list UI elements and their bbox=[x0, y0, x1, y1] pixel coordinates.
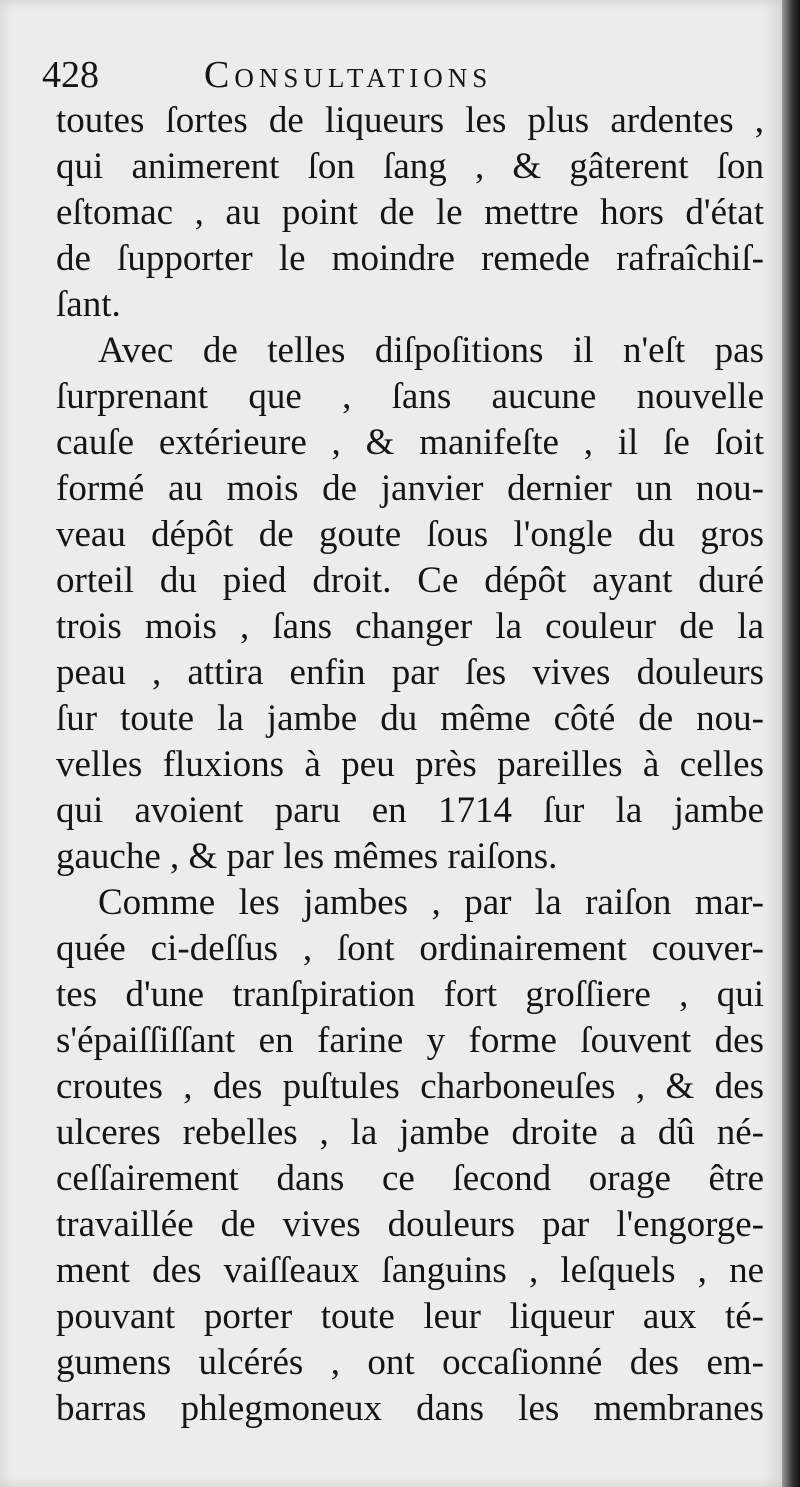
text-line: ment des vaiſſeaux ſanguins , leſquels , ne bbox=[56, 1250, 764, 1291]
text-line: formé au mois de janvier dernier un nou- bbox=[56, 468, 764, 509]
text-line: gumens ulcérés , ont occaſionné des em- bbox=[56, 1342, 764, 1383]
page-number: 428 bbox=[42, 54, 99, 96]
text-line: velles fluxions à peu près pareilles à celles bbox=[56, 744, 764, 785]
text-line: croutes , des puſtules charboneuſes , & des bbox=[56, 1066, 764, 1107]
text-line: Comme les jambes , par la raiſon mar- bbox=[98, 882, 764, 923]
text-line: barras phlegmoneux dans les membranes bbox=[56, 1388, 764, 1429]
text-line: tes d'une tranſpiration fort groſſiere , qui bbox=[56, 974, 764, 1015]
text-line: ſant. bbox=[56, 284, 121, 325]
text-line: cauſe extérieure , & manifeſte , il ſe ſoit bbox=[56, 422, 764, 463]
text-line: qui avoient paru en 1714 ſur la jambe bbox=[56, 790, 764, 831]
text-line: orteil du pied droit. Ce dépôt ayant duré bbox=[56, 560, 764, 601]
text-line: gauche , & par les mêmes raiſons. bbox=[56, 836, 558, 877]
page-header bbox=[42, 52, 602, 102]
text-line: ceſſairement dans ce ſecond orage être bbox=[56, 1158, 764, 1199]
body-text bbox=[56, 98, 764, 1432]
page-edge-shadow bbox=[782, 0, 800, 1487]
text-line: de ſupporter le moindre remede rafraîchiſ- bbox=[56, 238, 764, 279]
text-line: ſurprenant que , ſans aucune nouvelle bbox=[56, 376, 764, 417]
text-line: quée ci-deſſus , ſont ordinairement couver- bbox=[56, 928, 764, 969]
text-line: trois mois , ſans changer la couleur de la bbox=[56, 606, 764, 647]
text-line: Avec de telles diſpoſitions il n'eſt pas bbox=[98, 330, 764, 371]
text-line: toutes ſortes de liqueurs les plus ardentes , bbox=[56, 100, 764, 141]
text-line: veau dépôt de goute ſous l'ongle du gros bbox=[56, 514, 764, 555]
text-line: travaillée de vives douleurs par l'engorge- bbox=[56, 1204, 764, 1245]
text-line: ulceres rebelles , la jambe droite a dû né- bbox=[56, 1112, 764, 1153]
text-line: qui animerent ſon ſang , & gâterent ſon bbox=[56, 146, 764, 187]
text-line: s'épaiſſiſſant en farine y forme ſouvent des bbox=[56, 1020, 764, 1061]
text-line: peau , attira enfin par ſes vives douleurs bbox=[56, 652, 764, 693]
text-line: ſur toute la jambe du même côté de nou- bbox=[56, 698, 764, 739]
text-line: pouvant porter toute leur liqueur aux té- bbox=[56, 1296, 764, 1337]
text-line: eſtomac , au point de le mettre hors d'état bbox=[56, 192, 764, 233]
running-head: Consultations bbox=[204, 54, 493, 96]
